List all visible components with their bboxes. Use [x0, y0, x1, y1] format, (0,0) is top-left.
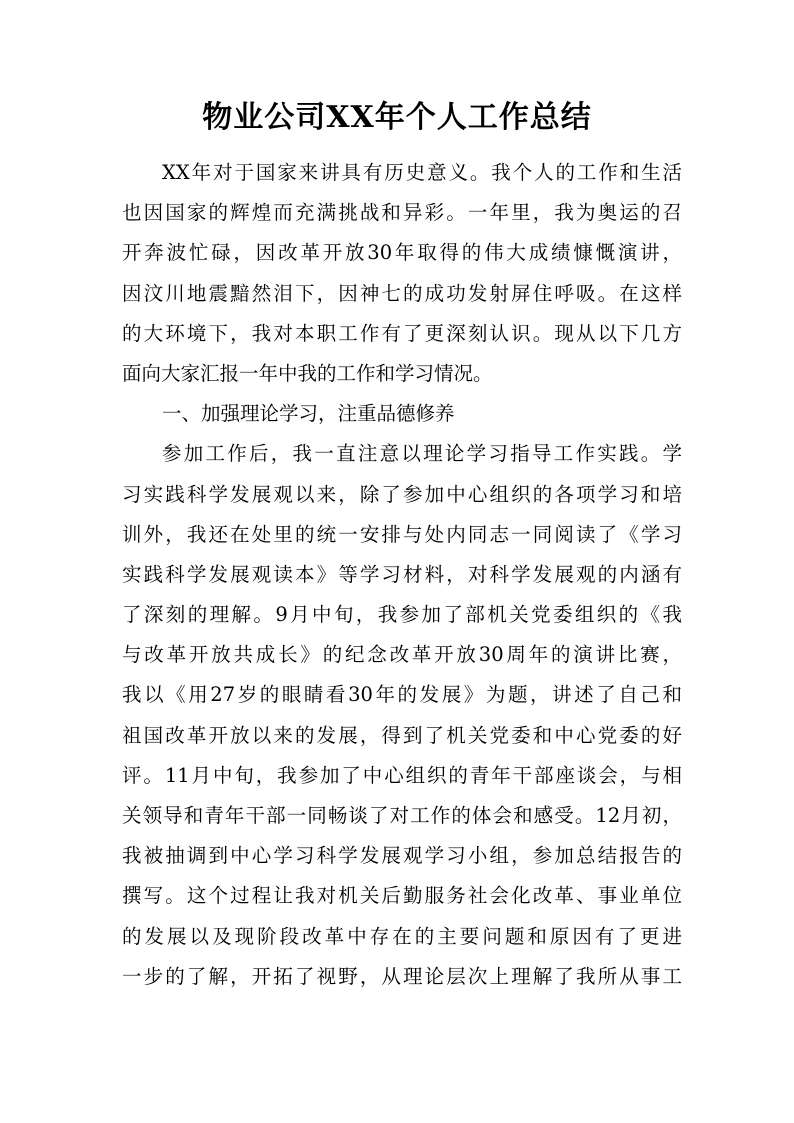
paragraph-line: 撰写。这个过程让我对机关后勤服务社会化改革、事业单位 [122, 884, 682, 908]
paragraph-line: 训外，我还在处里的统一安排与处内同志一同阅读了《学习 [122, 522, 682, 546]
paragraph-line: 评。11月中旬，我参加了中心组织的青年干部座谈会，与相 [122, 763, 682, 787]
paragraph-line: 的发展以及现阶段改革中存在的主要问题和原因有了更进 [122, 924, 682, 948]
paragraph-line: 开奔波忙碌，因改革开放30年取得的伟大成绩慷慨演讲， [122, 241, 682, 265]
document-title: 物业公司XX年个人工作总结 [202, 100, 592, 135]
paragraph-line: 习实践科学发展观以来，除了参加中心组织的各项学习和培 [122, 482, 682, 506]
paragraph-line: 参加工作后，我一直注意以理论学习指导工作实践。学 [162, 442, 682, 466]
paragraph-line: 面向大家汇报一年中我的工作和学习情况。 [122, 361, 493, 385]
document-body [122, 153, 682, 997]
paragraph-line: 的大环境下，我对本职工作有了更深刻认识。现从以下几方 [122, 321, 682, 345]
section-heading: 一、加强理论学习，注重品德修养 [162, 402, 455, 426]
paragraph-line: 祖国改革开放以来的发展，得到了机关党委和中心党委的好 [122, 723, 682, 747]
paragraph-line: 了深刻的理解。9月中旬，我参加了部机关党委组织的《我 [122, 603, 682, 627]
paragraph-line: 实践科学发展观读本》等学习材料，对科学发展观的内涵有 [122, 562, 682, 586]
paragraph-line: XX年对于国家来讲具有历史意义。我个人的工作和生活 [162, 161, 682, 184]
paragraph-line: 因汶川地震黯然泪下，因神七的成功发射屏住呼吸。在这样 [122, 281, 682, 305]
paragraph-line: 也因国家的辉煌而充满挑战和异彩。一年里，我为奥运的召 [122, 201, 682, 225]
paragraph-line: 我以《用27岁的眼睛看30年的发展》为题，讲述了自己和 [122, 683, 682, 707]
paragraph-line: 与改革开放共成长》的纪念改革开放30周年的演讲比赛， [122, 643, 682, 667]
paragraph-line: 我被抽调到中心学习科学发展观学习小组，参加总结报告的 [122, 844, 682, 868]
paragraph-line: 关领导和青年干部一同畅谈了对工作的体会和感受。12月初， [122, 804, 682, 827]
paragraph-line: 一步的了解，开拓了视野，从理论层次上理解了我所从事工 [122, 964, 682, 988]
